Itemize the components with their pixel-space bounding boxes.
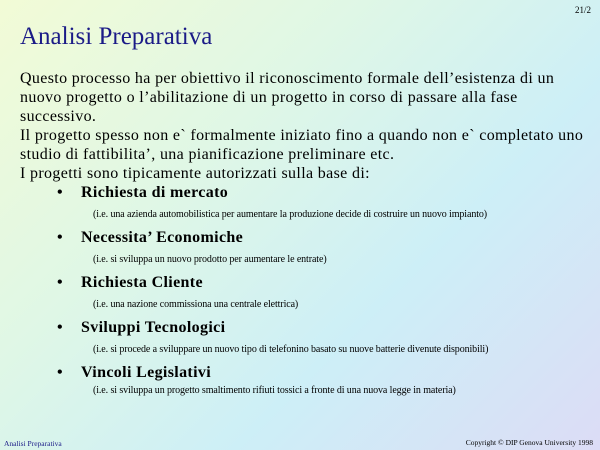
bullet-icon: • xyxy=(57,229,63,246)
bullet-note: (i.e. una nazione commissiona una centrale elettrica) xyxy=(93,299,299,310)
bullet-item-economic xyxy=(20,228,592,247)
bullet-item-legislation xyxy=(20,363,592,382)
bullet-label: Richiesta di mercato xyxy=(81,184,229,201)
slide-title: Analisi Preparativa xyxy=(20,23,213,50)
bullet-note: (i.e. una azienda automobilistica per aumentare la produzione decide di costruire un nuovo impianto) xyxy=(93,209,488,220)
bullet-label: Sviluppi Tecnologici xyxy=(81,319,226,336)
bullet-note: (i.e. si sviluppa un nuovo prodotto per aumentare le entrate) xyxy=(93,254,327,265)
page-number: 21/2 xyxy=(574,5,591,15)
bullet-icon: • xyxy=(57,364,63,381)
bullet-note: (i.e. si procede a sviluppare un nuovo tipo di telefonino basato su nuove batterie divenute disponibili) xyxy=(93,344,489,355)
bullet-icon: • xyxy=(57,184,63,201)
bullet-label: Necessita’ Economiche xyxy=(81,229,244,246)
bullet-item-client xyxy=(20,273,592,292)
bullet-label: Richiesta Cliente xyxy=(81,274,203,291)
intro-paragraph: Questo processo ha per obiettivo il riconoscimento formale dell’esistenza di un nuovo progetto o l’abilitazione di un progetto in corso di passare alla fase successivo. xyxy=(20,70,555,125)
bullet-icon: • xyxy=(57,274,63,291)
footer-title: Analisi Preparativa xyxy=(4,439,62,448)
authorization-paragraph: I progetti sono tipicamente autorizzati sulla base di: xyxy=(20,165,370,182)
slide-body xyxy=(20,69,592,404)
bullet-label: Vincoli Legislativi xyxy=(81,364,212,381)
bullet-item-market xyxy=(20,183,592,202)
bullet-note: (i.e. si sviluppa un progetto smaltimento rifiuti tossici a fronte di una nuova legge in materia) xyxy=(93,385,456,396)
bullet-item-technology xyxy=(20,318,592,337)
footer-copyright: Copyright © DIP Genova University 1998 xyxy=(465,438,593,447)
project-start-paragraph: Il progetto spesso non e` formalmente iniziato fino a quando non e` completato uno studio di fattibilita’, una pianificazione preliminare etc. xyxy=(20,127,584,163)
bullet-icon: • xyxy=(57,319,63,336)
